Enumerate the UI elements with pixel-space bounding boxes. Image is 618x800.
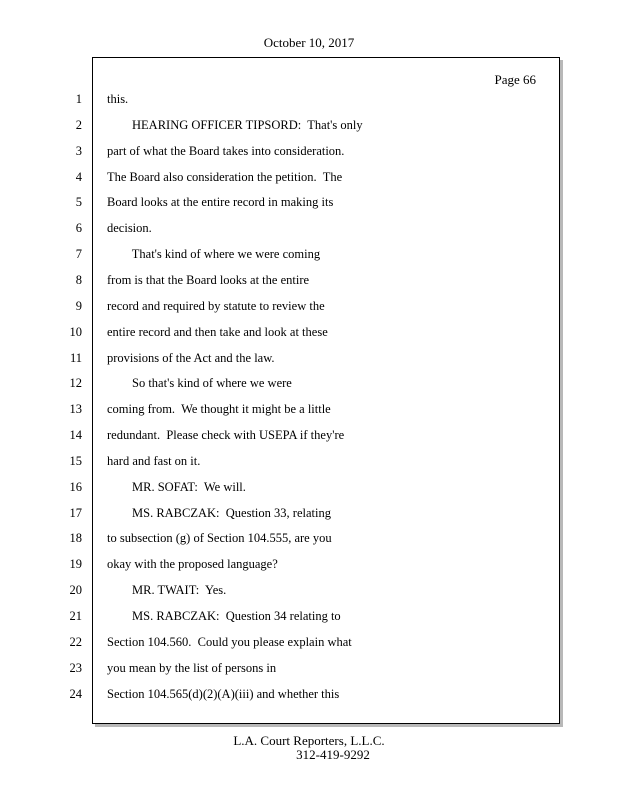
- line-number: 14: [69, 428, 82, 443]
- footer: [0, 734, 618, 762]
- line-text: Section 104.560. Could you please explain what: [107, 634, 352, 649]
- transcript-line: [0, 583, 618, 603]
- transcript-line: [0, 144, 618, 164]
- line-text: Board looks at the entire record in making its: [107, 195, 334, 210]
- line-text: The Board also consideration the petition. The: [107, 169, 343, 184]
- line-number: 3: [75, 143, 82, 158]
- line-number: 19: [69, 557, 82, 572]
- line-text: from is that the Board looks at the entire: [107, 272, 310, 287]
- line-number: 20: [69, 583, 82, 598]
- line-text: entire record and then take and look at these: [107, 324, 328, 339]
- line-number: 4: [75, 169, 82, 184]
- transcript-line: [0, 428, 618, 448]
- line-text: MS. RABCZAK: Question 34 relating to: [107, 609, 341, 623]
- transcript-line: [0, 557, 618, 577]
- line-number: 18: [69, 531, 82, 546]
- header-date: October 10, 2017: [263, 35, 355, 50]
- line-number: 11: [69, 350, 82, 365]
- line-number: 9: [75, 298, 82, 313]
- line-text: you mean by the list of persons in: [107, 660, 277, 675]
- transcript-line: [0, 661, 618, 681]
- line-text: redundant. Please check with USEPA if they're: [107, 428, 345, 443]
- footer-phone: 312-419-9292: [296, 747, 370, 762]
- line-text: this.: [107, 92, 129, 106]
- line-text: MS. RABCZAK: Question 33, relating: [107, 505, 331, 520]
- line-text: record and required by statute to review the: [107, 298, 325, 313]
- line-text: Section 104.565(d)(2)(A)(iii) and whether this: [107, 686, 340, 701]
- line-number: 15: [69, 453, 82, 468]
- line-number: 17: [69, 505, 82, 520]
- transcript-line: [0, 531, 618, 551]
- transcript-line: [0, 687, 618, 707]
- transcript-line: [0, 247, 618, 267]
- transcript-line: [0, 454, 618, 474]
- transcript-line: [0, 376, 618, 396]
- line-number: 12: [69, 376, 82, 391]
- transcript-line: [0, 609, 618, 629]
- transcript-line: [0, 325, 618, 345]
- line-number: 10: [69, 324, 82, 339]
- line-number: 22: [69, 634, 82, 649]
- transcript-line: [0, 273, 618, 293]
- line-number: 7: [75, 247, 82, 262]
- line-number: 5: [75, 195, 82, 210]
- line-text: That's kind of where we were coming: [107, 247, 321, 262]
- transcript-line: [0, 635, 618, 655]
- line-number: 24: [69, 686, 82, 701]
- transcript-line: [0, 221, 618, 241]
- line-number: 2: [75, 117, 82, 132]
- line-text: coming from. We thought it might be a little: [107, 402, 331, 417]
- transcript-line: [0, 351, 618, 371]
- line-number: 13: [69, 402, 82, 417]
- line-number: 23: [69, 660, 82, 675]
- line-text: okay with the proposed language?: [107, 557, 278, 572]
- line-text: MR. TWAIT: Yes.: [107, 583, 227, 598]
- transcript-line: [0, 480, 618, 500]
- line-text: part of what the Board takes into consideration.: [107, 143, 345, 158]
- line-text: decision.: [107, 221, 152, 236]
- line-text: hard and fast on it.: [107, 453, 201, 468]
- line-number: 21: [69, 609, 82, 623]
- line-text: HEARING OFFICER TIPSORD: That's only: [107, 117, 363, 132]
- line-text: MR. SOFAT: We will.: [107, 479, 246, 494]
- transcript-line: [0, 299, 618, 319]
- line-number: 16: [69, 479, 82, 494]
- line-text: provisions of the Act and the law.: [107, 350, 275, 365]
- transcript-line: [0, 506, 618, 526]
- transcript-line: [0, 170, 618, 190]
- line-number: 1: [75, 92, 82, 106]
- transcript-line: [0, 402, 618, 422]
- page-number: Page 66: [494, 72, 536, 87]
- transcript-line: [0, 92, 618, 112]
- line-number: 8: [75, 272, 82, 287]
- transcript-line: [0, 118, 618, 138]
- line-text: So that's kind of where we were: [107, 376, 292, 391]
- line-number: 6: [75, 221, 82, 236]
- footer-company: L.A. Court Reporters, L.L.C.: [233, 733, 385, 748]
- line-text: to subsection (g) of Section 104.555, are you: [107, 531, 332, 546]
- transcript-line: [0, 195, 618, 215]
